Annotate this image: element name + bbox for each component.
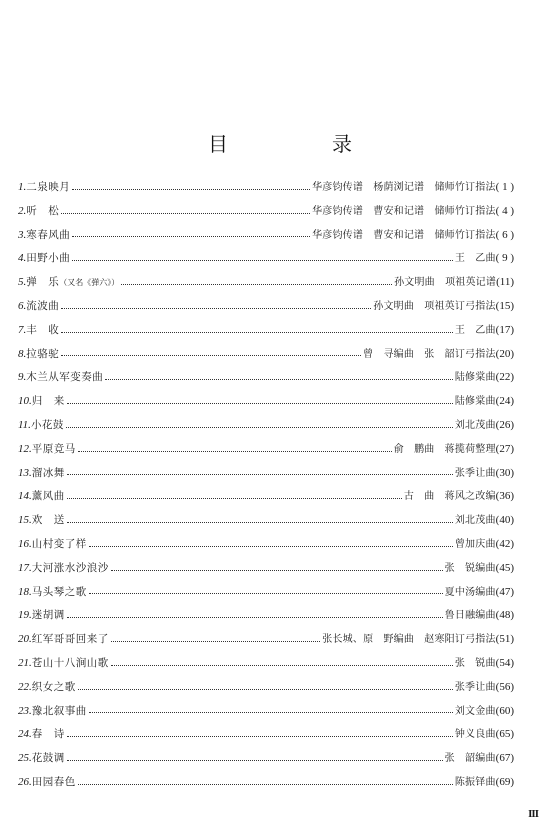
- entry-page-number: (67): [495, 752, 514, 765]
- entry-page-number: (51): [495, 633, 514, 646]
- entry-page-number: (22): [495, 371, 514, 384]
- dot-leader: [72, 182, 310, 194]
- entry-number: 19.: [18, 609, 32, 622]
- entry-credit: 华彦钧传谱 曹安和记谱 储师竹订指法: [312, 229, 496, 241]
- entry-credit: 张 锐编曲: [444, 562, 496, 574]
- entry-title: 春 诗: [31, 728, 65, 741]
- entry-credit: 俞 鹏曲 蒋揽荷整理: [393, 443, 496, 455]
- toc-entry: [18, 509, 514, 533]
- toc-entry: [18, 247, 514, 271]
- entry-credit: 张 锐曲: [454, 657, 496, 669]
- toc-entry: [18, 462, 514, 486]
- entry-credit: 钟义良曲: [454, 729, 496, 741]
- entry-credit: 刘北茂曲: [454, 419, 496, 431]
- entry-credit: 古 曲 蒋风之改编: [403, 491, 496, 503]
- entry-page-number: (40): [495, 514, 514, 527]
- dot-leader: [67, 753, 443, 765]
- entry-number: 24.: [18, 728, 32, 741]
- entry-title: 红军哥哥回来了: [31, 633, 109, 646]
- entry-number: 22.: [18, 680, 32, 693]
- entry-credit: 刘北茂曲: [454, 515, 496, 527]
- entry-number: 5.: [18, 276, 27, 289]
- entry-credit: 刘文金曲: [454, 705, 496, 717]
- toc-entry: [18, 319, 514, 343]
- toc-entry: [18, 224, 514, 248]
- entry-credit: 陆修棠曲: [454, 396, 496, 408]
- entry-page-number: (45): [495, 561, 514, 574]
- entry-title: 欢 送: [31, 514, 65, 527]
- entry-page-number: ( 6 ): [495, 228, 514, 241]
- entry-title: 织女之歌: [31, 680, 76, 693]
- entry-note: （又名《弹六》）: [59, 278, 120, 288]
- entry-number: 1.: [18, 181, 27, 193]
- entry-number: 26.: [18, 775, 32, 788]
- entry-number: 18.: [18, 585, 32, 598]
- entry-number: 10.: [18, 395, 32, 408]
- entry-credit: 鲁日融编曲: [444, 610, 496, 622]
- toc-entry: [18, 176, 514, 200]
- dot-leader: [78, 682, 453, 694]
- dot-leader: [78, 777, 453, 789]
- toc-entry: [18, 700, 514, 724]
- entry-page-number: (24): [495, 395, 514, 408]
- toc-entry: [18, 771, 514, 795]
- toc-entry: [18, 557, 514, 581]
- entry-credit: 曾 寻编曲 张 韶订弓指法: [363, 348, 496, 360]
- dot-leader: [67, 396, 453, 408]
- dot-leader: [67, 515, 453, 527]
- page-folio: III: [528, 808, 538, 820]
- dot-leader: [72, 229, 310, 241]
- toc-entry: [18, 628, 514, 652]
- entry-credit: 张季让曲: [454, 467, 496, 479]
- entry-number: 3.: [18, 228, 27, 241]
- dot-leader: [61, 301, 371, 313]
- entry-credit: 陆修棠曲: [454, 372, 496, 384]
- entry-number: 21.: [18, 656, 32, 669]
- toc-entry: [18, 723, 514, 747]
- entry-page-number: (69): [495, 775, 514, 788]
- entry-title: 大河涨水沙浪沙: [31, 561, 109, 574]
- entry-title: 溜冰舞: [31, 466, 65, 479]
- dot-leader: [111, 634, 321, 646]
- dot-leader: [61, 206, 310, 218]
- entry-page-number: (60): [495, 704, 514, 717]
- entry-page-number: (20): [495, 347, 514, 360]
- entry-number: 23.: [18, 704, 32, 717]
- entry-number: 4.: [18, 252, 27, 265]
- entry-credit: 华彦钧传谱 杨荫浏记谱 储师竹订指法: [312, 182, 496, 193]
- dot-leader: [89, 539, 453, 551]
- entry-title: 木兰从军变奏曲: [26, 371, 104, 384]
- dot-leader: [61, 325, 453, 337]
- entry-number: 17.: [18, 561, 32, 574]
- toc-entry: [18, 533, 514, 557]
- entry-title: 花鼓调: [31, 752, 65, 765]
- toc-entry: [18, 438, 514, 462]
- dot-leader: [67, 491, 402, 503]
- dot-leader: [89, 586, 443, 598]
- entry-title: 薰风曲: [31, 490, 65, 503]
- dot-leader: [111, 658, 453, 670]
- entry-number: 16.: [18, 537, 32, 550]
- toc-entry: [18, 604, 514, 628]
- entry-number: 2.: [18, 204, 27, 217]
- toc-entry: [18, 652, 514, 676]
- dot-leader: [67, 467, 453, 479]
- entry-page-number: (36): [495, 490, 514, 503]
- entry-page-number: ( 4 ): [495, 204, 514, 217]
- entry-credit: 孙文明曲 项祖英订弓指法: [373, 300, 496, 312]
- entry-title: 弹 乐: [26, 276, 60, 289]
- entry-title: 二泉映月: [26, 181, 71, 193]
- entry-title: 拉骆驼: [26, 347, 60, 360]
- toc-entry: [18, 676, 514, 700]
- entry-page-number: (65): [495, 728, 514, 741]
- entry-number: 12.: [18, 442, 32, 455]
- entry-page-number: (54): [495, 656, 514, 669]
- entry-credit: 张季让曲: [454, 681, 496, 693]
- entry-page-number: ( 1 ): [495, 181, 514, 193]
- toc-entry: [18, 414, 514, 438]
- entry-credit: 华彦钧传谱 曹安和记谱 储师竹订指法: [312, 205, 496, 217]
- toc-entry: [18, 343, 514, 367]
- toc-list: [18, 176, 514, 795]
- entry-page-number: (30): [495, 466, 514, 479]
- entry-number: 14.: [18, 490, 32, 503]
- entry-title: 马头琴之歌: [31, 585, 87, 598]
- entry-page-number: (56): [495, 680, 514, 693]
- entry-credit: 夏中汤编曲: [444, 586, 496, 598]
- toc-entry: [18, 271, 514, 295]
- entry-page-number: (11): [496, 276, 514, 289]
- entry-title: 豫北叙事曲: [31, 704, 87, 717]
- entry-number: 7.: [18, 323, 27, 336]
- entry-page-number: (48): [495, 609, 514, 622]
- entry-title: 苍山十八涧山歌: [31, 656, 109, 669]
- entry-number: 9.: [18, 371, 27, 384]
- dot-leader: [89, 705, 453, 717]
- dot-leader: [66, 420, 453, 432]
- dot-leader: [67, 729, 453, 741]
- toc-entry: [18, 295, 514, 319]
- entry-page-number: (27): [495, 442, 514, 455]
- entry-credit: 张长城、原 野编曲 赵寒阳订弓指法: [322, 634, 496, 646]
- entry-number: 8.: [18, 347, 27, 360]
- entry-page-number: ( 9 ): [495, 252, 514, 265]
- entry-title: 丰 收: [26, 323, 60, 336]
- entry-number: 6.: [18, 299, 27, 312]
- dot-leader: [61, 348, 361, 360]
- toc-entry: [18, 366, 514, 390]
- entry-title: 山村变了样: [31, 537, 87, 550]
- dot-leader: [67, 610, 443, 622]
- entry-credit: 孙文明曲 项祖英记谱: [394, 277, 497, 289]
- entry-title: 小花鼓: [30, 418, 64, 431]
- entry-title: 迷胡调: [31, 609, 65, 622]
- entry-number: 15.: [18, 514, 32, 527]
- entry-credit: 王 乙曲: [454, 324, 496, 336]
- entry-number: 25.: [18, 752, 32, 765]
- entry-title: 流波曲: [26, 299, 60, 312]
- page-title: 目 录: [208, 132, 394, 156]
- toc-entry: [18, 581, 514, 605]
- entry-page-number: (15): [495, 299, 514, 312]
- entry-number: 13.: [18, 466, 32, 479]
- entry-title: 平原竞马: [31, 442, 76, 455]
- dot-leader: [105, 372, 453, 384]
- entry-number: 20.: [18, 633, 32, 646]
- entry-page-number: (42): [495, 537, 514, 550]
- dot-leader: [78, 444, 392, 456]
- dot-leader: [72, 253, 453, 265]
- toc-entry: [18, 390, 514, 414]
- entry-page-number: (47): [495, 585, 514, 598]
- toc-entry: [18, 485, 514, 509]
- entry-number: 11.: [18, 418, 31, 431]
- entry-title: 田园春色: [31, 775, 76, 788]
- entry-credit: 张 韶编曲: [444, 753, 496, 765]
- entry-page-number: (17): [495, 323, 514, 336]
- entry-title: 田野小曲: [26, 252, 71, 265]
- toc-entry: [18, 747, 514, 771]
- entry-credit: 曾加庆曲: [454, 538, 496, 550]
- dot-leader: [121, 277, 392, 289]
- entry-credit: 陈振铎曲: [454, 776, 496, 788]
- dot-leader: [111, 563, 443, 575]
- entry-page-number: (26): [495, 418, 514, 431]
- entry-credit: 王 乙曲: [454, 253, 496, 265]
- entry-title: 寒春风曲: [26, 228, 71, 241]
- toc-entry: [18, 200, 514, 224]
- entry-title: 听 松: [26, 204, 60, 217]
- entry-title: 归 来: [31, 395, 65, 408]
